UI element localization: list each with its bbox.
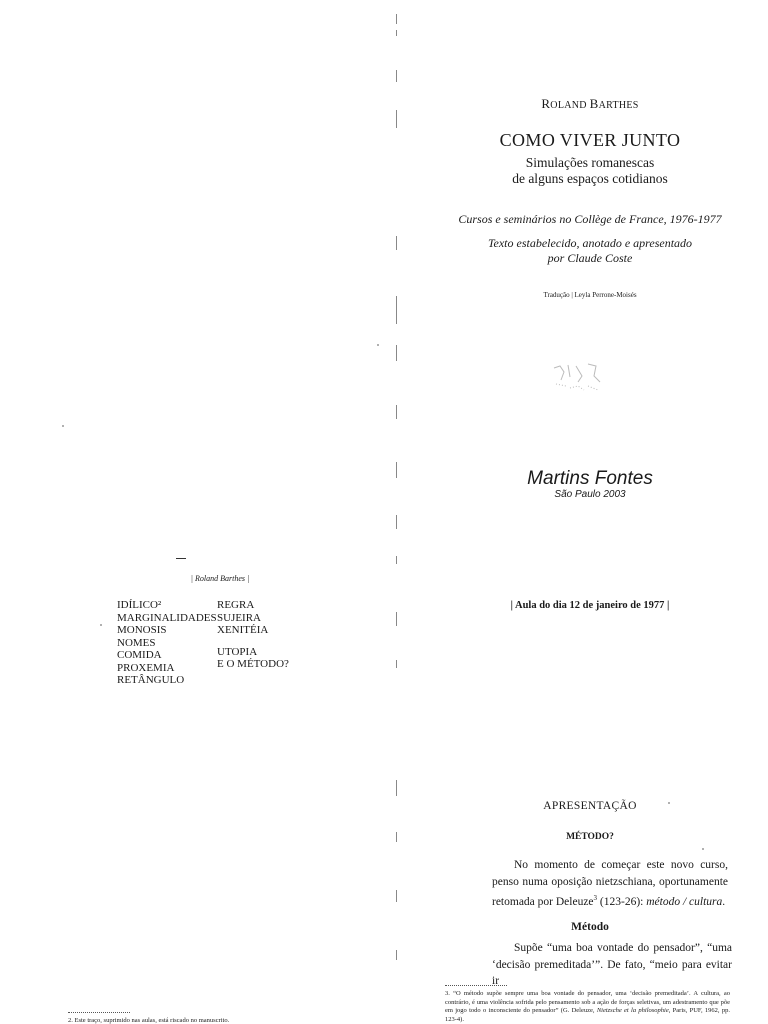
- page-rule: [176, 558, 186, 559]
- scan-speck: [62, 425, 64, 427]
- method-question: MÉTODO?: [566, 832, 614, 842]
- page-fold: [396, 0, 398, 1024]
- faded-stamp: [548, 360, 608, 400]
- scan-speck: [100, 624, 102, 626]
- scan-speck: [377, 344, 379, 346]
- contents-column-2: [217, 599, 289, 671]
- series-line: Cursos e seminários no Collège de France, 1976-1977: [458, 212, 722, 226]
- contents-item: SUJEIRA: [217, 611, 262, 624]
- contents-item: PROXEMIA: [117, 661, 175, 674]
- contents-item: NOMES: [117, 636, 156, 649]
- footnote-rule: [68, 1012, 130, 1013]
- publisher-place-year: São Paulo 2003: [554, 489, 626, 500]
- contents-item: COMIDA: [117, 649, 162, 661]
- translation-credit: Tradução | Leyla Perrone-Moisés: [543, 291, 637, 299]
- edition-line2: por Claude Coste: [547, 251, 633, 265]
- footnote-rule: [445, 985, 507, 986]
- paragraph-2: Supõe “uma boa vontade do pensador”, “uma ‘decisão premeditada’”. De fato, “meio para evitar ir: [492, 942, 732, 987]
- contents-item: REGRA: [217, 599, 255, 611]
- section-title: APRESENTAÇÃO: [543, 800, 637, 812]
- footnote: 3. “O método supõe sempre uma boa vontade do pensador, uma ‘decisão premeditada’. A cultura, ao contrário, é uma violência sofrida pelo pensamento sob a ação de forças seletivas, um adestramento que põe em jogo todo o inconsciente do pensador” (G. Deleuze, Nietzsche et la philosophie, Paris, PUF, 1962, pp. 123-4).: [445, 990, 730, 1023]
- paragraph-1: No momento de começar este novo curso, penso numa oposição nietzschiana, oportunamente retomada por Deleuze$^3$ (123-26): método / cultura.: [492, 859, 728, 908]
- contents-item: RETÂNGULO: [117, 674, 185, 686]
- method-heading: Método: [571, 921, 609, 933]
- contents-item: UTOPIA: [217, 645, 258, 658]
- contents-item: XENITÉIA: [217, 624, 269, 636]
- book-subtitle-line1: Simulações romanescas: [525, 155, 655, 170]
- contents-item: IDÍLICO²: [117, 599, 162, 611]
- contents-item: MARGINALIDADES: [117, 611, 217, 624]
- contents-column-1: [117, 599, 217, 687]
- scan-speck: [702, 848, 704, 850]
- author-name: ROLAND BARTHES: [541, 96, 639, 111]
- publisher-name: Martins Fontes: [527, 468, 653, 489]
- contents-item: MONOSIS: [117, 624, 167, 636]
- lesson-header: | Aula do dia 12 de janeiro de 1977 |: [510, 600, 670, 611]
- book-title: COMO VIVER JUNTO: [499, 130, 681, 150]
- footnote: 2. Este traço, suprimido nas aulas, está riscado no manuscrito.: [68, 1017, 230, 1024]
- running-header: | Roland Barthes |: [190, 574, 250, 583]
- contents-item: E O MÉTODO?: [217, 658, 289, 670]
- edition-line1: Texto estabelecido, anotado e apresentado: [487, 236, 693, 250]
- book-subtitle-line2: de alguns espaços cotidianos: [512, 171, 668, 186]
